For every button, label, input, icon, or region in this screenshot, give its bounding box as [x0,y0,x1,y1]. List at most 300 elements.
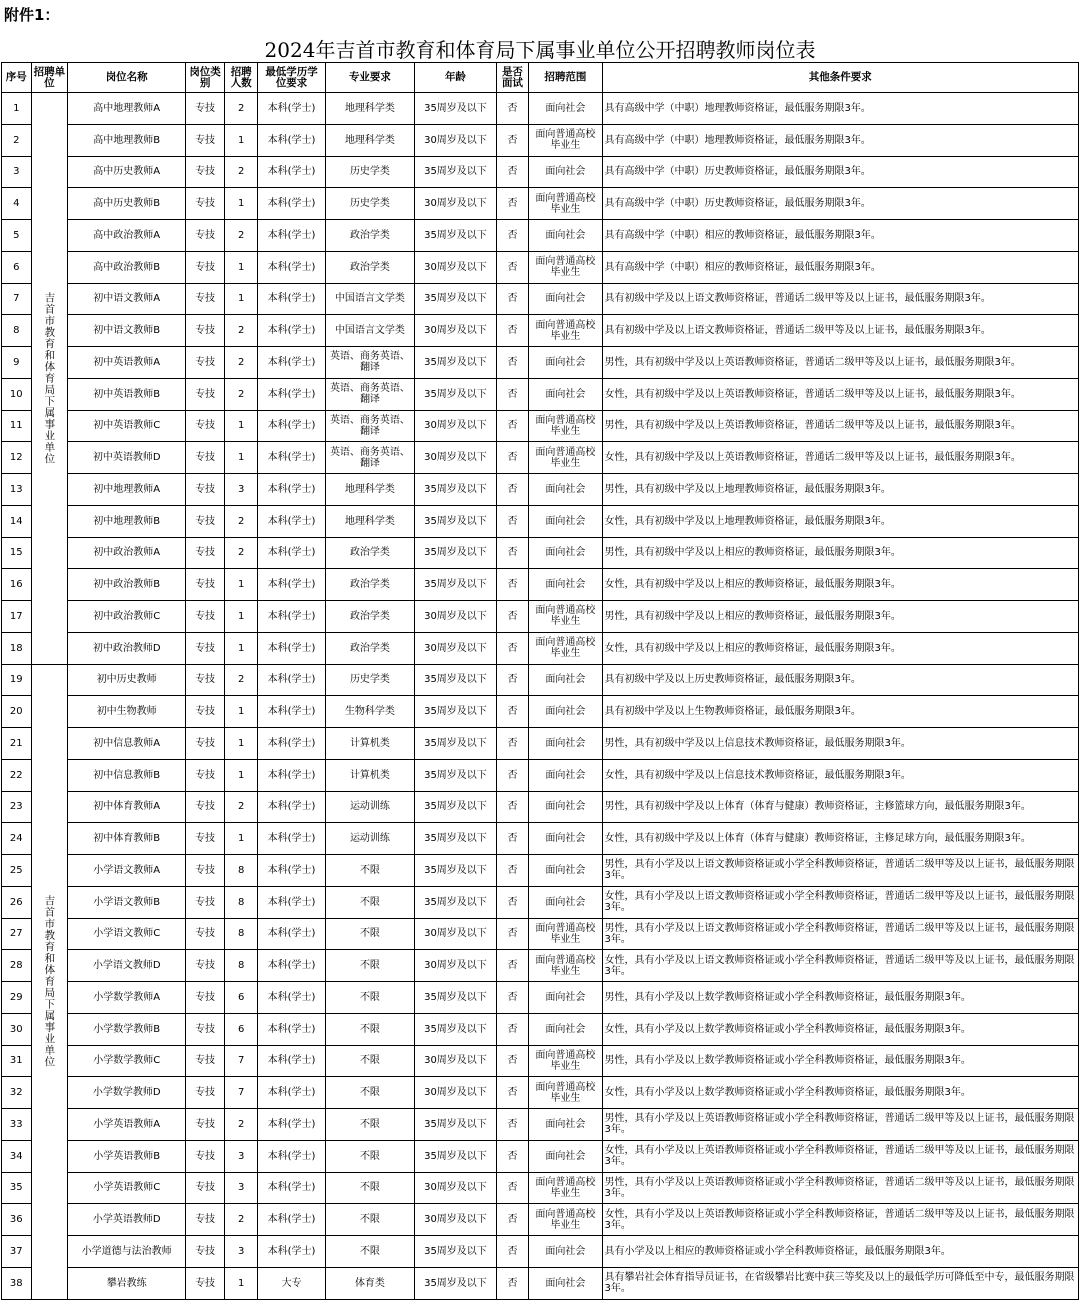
cell-count: 2 [224,315,258,347]
cell-major: 历史学类 [325,664,415,696]
cell-unit: 吉首市教育和体育局下属事业单位 [31,664,68,1299]
cell-other: 女性，具有初级中学及以上英语教师资格证，普通话二级甲等及以上证书，最低服务期限3年。 [602,378,1079,410]
cell-count: 6 [224,1013,258,1045]
cell-count: 1 [224,601,258,633]
table-row [2,569,1079,601]
cell-major: 中国语言文学类 [325,283,415,315]
cell-category: 专技 [186,632,225,664]
cell-count: 3 [224,1172,258,1204]
cell-position: 初中英语教师B [68,378,186,410]
cell-scope: 面向普通高校毕业生 [529,601,602,633]
cell-education: 本科(学士) [258,1045,325,1077]
cell-position: 初中体育教师A [68,791,186,823]
header-unit: 招聘单位 [31,63,68,93]
cell-category: 专技 [186,950,225,982]
cell-other: 男性，具有初级中学及以上相应的教师资格证，最低服务期限3年。 [602,537,1079,569]
cell-scope: 面向社会 [529,505,602,537]
cell-education: 本科(学士) [258,378,325,410]
cell-category: 专技 [186,664,225,696]
table-row [2,537,1079,569]
cell-position: 初中历史教师 [68,664,186,696]
table-row [2,664,1079,696]
cell-other: 具有攀岩社会体育指导员证书，在省级攀岩比赛中获三等奖及以上的最低学历可降低至中专，最低服务期限3年。 [602,1267,1079,1299]
cell-count: 1 [224,759,258,791]
cell-seq: 19 [2,664,32,696]
attachment-label: 附件1： [4,6,60,24]
cell-count: 8 [224,855,258,887]
cell-interview: 否 [496,855,529,887]
cell-seq: 4 [2,188,32,220]
cell-seq: 5 [2,220,32,252]
cell-interview: 否 [496,188,529,220]
cell-education: 本科(学士) [258,537,325,569]
cell-major: 不限 [325,1236,415,1268]
cell-scope: 面向普通高校毕业生 [529,315,602,347]
cell-count: 8 [224,950,258,982]
table-row [2,1172,1079,1204]
cell-education: 本科(学士) [258,410,325,442]
cell-scope: 面向社会 [529,283,602,315]
cell-position: 小学英语教师A [68,1109,186,1141]
cell-age: 35周岁及以下 [415,855,496,887]
cell-seq: 15 [2,537,32,569]
cell-major: 英语、商务英语、翻译 [325,442,415,474]
cell-major: 不限 [325,1172,415,1204]
cell-age: 30周岁及以下 [415,601,496,633]
table-row [2,728,1079,760]
cell-category: 专技 [186,1204,225,1236]
cell-education: 本科(学士) [258,759,325,791]
cell-other: 女性，具有小学及以上英语教师资格证或小学全科教师资格证，普通话二级甲等及以上证书，最低服务期限3年。 [602,1204,1079,1236]
cell-category: 专技 [186,315,225,347]
cell-interview: 否 [496,696,529,728]
cell-other: 具有高级中学（中职）历史教师资格证，最低服务期限3年。 [602,156,1079,188]
cell-category: 专技 [186,474,225,506]
cell-education: 本科(学士) [258,1013,325,1045]
cell-count: 1 [224,569,258,601]
cell-scope: 面向社会 [529,1013,602,1045]
cell-interview: 否 [496,410,529,442]
cell-position: 高中政治教师B [68,251,186,283]
cell-interview: 否 [496,1077,529,1109]
cell-major: 不限 [325,886,415,918]
cell-other: 男性，具有初级中学及以上体育（体育与健康）教师资格证，主修篮球方向，最低服务期限3年。 [602,791,1079,823]
cell-position: 初中语文教师A [68,283,186,315]
cell-age: 35周岁及以下 [415,505,496,537]
cell-position: 小学数学教师A [68,982,186,1014]
cell-position: 初中语文教师B [68,315,186,347]
cell-scope: 面向社会 [529,537,602,569]
cell-seq: 6 [2,251,32,283]
cell-education: 本科(学士) [258,1236,325,1268]
cell-education: 本科(学士) [258,1077,325,1109]
cell-position: 小学数学教师B [68,1013,186,1045]
cell-other: 女性，具有初级中学及以上信息技术教师资格证，最低服务期限3年。 [602,759,1079,791]
cell-category: 专技 [186,855,225,887]
cell-major: 政治学类 [325,251,415,283]
cell-count: 1 [224,124,258,156]
cell-scope: 面向普通高校毕业生 [529,1172,602,1204]
cell-scope: 面向社会 [529,569,602,601]
table-row [2,410,1079,442]
cell-scope: 面向普通高校毕业生 [529,124,602,156]
cell-count: 1 [224,632,258,664]
cell-age: 35周岁及以下 [415,1140,496,1172]
table-row [2,1236,1079,1268]
cell-interview: 否 [496,1109,529,1141]
cell-category: 专技 [186,1077,225,1109]
cell-count: 1 [224,1267,258,1299]
cell-education: 本科(学士) [258,982,325,1014]
cell-scope: 面向社会 [529,474,602,506]
cell-other: 男性，具有小学及以上英语教师资格证或小学全科教师资格证，普通话二级甲等及以上证书，最低服务期限3年。 [602,1172,1079,1204]
cell-major: 不限 [325,855,415,887]
cell-scope: 面向社会 [529,791,602,823]
cell-interview: 否 [496,982,529,1014]
cell-major: 中国语言文学类 [325,315,415,347]
cell-position: 小学数学教师C [68,1045,186,1077]
cell-position: 初中英语教师C [68,410,186,442]
cell-category: 专技 [186,918,225,950]
cell-count: 8 [224,918,258,950]
cell-count: 2 [224,347,258,379]
cell-seq: 9 [2,347,32,379]
cell-age: 35周岁及以下 [415,1109,496,1141]
cell-other: 女性，具有小学及以上英语教师资格证或小学全科教师资格证，普通话二级甲等及以上证书，最低服务期限3年。 [602,1140,1079,1172]
cell-age: 30周岁及以下 [415,442,496,474]
cell-major: 不限 [325,1077,415,1109]
cell-interview: 否 [496,886,529,918]
cell-interview: 否 [496,537,529,569]
header-row [2,63,1079,93]
cell-education: 本科(学士) [258,918,325,950]
cell-major: 地理科学类 [325,474,415,506]
cell-major: 政治学类 [325,601,415,633]
cell-education: 本科(学士) [258,315,325,347]
cell-other: 具有小学及以上相应的教师资格证或小学全科教师资格证，最低服务期限3年。 [602,1236,1079,1268]
cell-count: 1 [224,188,258,220]
cell-education: 本科(学士) [258,1204,325,1236]
cell-interview: 否 [496,378,529,410]
cell-scope: 面向社会 [529,1236,602,1268]
cell-category: 专技 [186,220,225,252]
cell-interview: 否 [496,1267,529,1299]
cell-age: 35周岁及以下 [415,1267,496,1299]
cell-count: 2 [224,93,258,125]
cell-seq: 16 [2,569,32,601]
cell-category: 专技 [186,188,225,220]
cell-other: 具有初级中学及以上生物教师资格证，最低服务期限3年。 [602,696,1079,728]
cell-scope: 面向社会 [529,664,602,696]
cell-other: 具有高级中学（中职）历史教师资格证，最低服务期限3年。 [602,188,1079,220]
table-row [2,632,1079,664]
cell-education: 本科(学士) [258,505,325,537]
cell-interview: 否 [496,1045,529,1077]
cell-education: 本科(学士) [258,696,325,728]
cell-interview: 否 [496,664,529,696]
cell-scope: 面向普通高校毕业生 [529,950,602,982]
cell-other: 具有高级中学（中职）相应的教师资格证，最低服务期限3年。 [602,220,1079,252]
cell-count: 2 [224,537,258,569]
cell-scope: 面向普通高校毕业生 [529,1077,602,1109]
cell-other: 具有高级中学（中职）相应的教师资格证，最低服务期限3年。 [602,251,1079,283]
cell-position: 高中历史教师A [68,156,186,188]
cell-unit: 吉首市教育和体育局下属事业单位 [31,93,68,665]
cell-count: 3 [224,1236,258,1268]
table-row [2,93,1079,125]
cell-count: 8 [224,886,258,918]
cell-seq: 38 [2,1267,32,1299]
cell-age: 35周岁及以下 [415,283,496,315]
cell-seq: 33 [2,1109,32,1141]
cell-count: 1 [224,696,258,728]
cell-major: 不限 [325,1140,415,1172]
cell-seq: 14 [2,505,32,537]
cell-interview: 否 [496,918,529,950]
cell-category: 专技 [186,696,225,728]
table-row [2,1109,1079,1141]
cell-seq: 2 [2,124,32,156]
cell-interview: 否 [496,791,529,823]
cell-major: 生物科学类 [325,696,415,728]
cell-count: 2 [224,1109,258,1141]
table-row [2,156,1079,188]
cell-seq: 27 [2,918,32,950]
cell-count: 1 [224,823,258,855]
table-row [2,696,1079,728]
cell-interview: 否 [496,1140,529,1172]
cell-position: 初中信息教师A [68,728,186,760]
cell-category: 专技 [186,982,225,1014]
cell-position: 小学英语教师C [68,1172,186,1204]
cell-major: 不限 [325,950,415,982]
cell-age: 35周岁及以下 [415,886,496,918]
table-row [2,124,1079,156]
cell-count: 7 [224,1045,258,1077]
cell-category: 专技 [186,1013,225,1045]
cell-category: 专技 [186,537,225,569]
table-row [2,220,1079,252]
header-interview: 是否面试 [496,63,529,93]
cell-position: 高中历史教师B [68,188,186,220]
cell-count: 6 [224,982,258,1014]
cell-position: 初中政治教师A [68,537,186,569]
cell-education: 本科(学士) [258,347,325,379]
cell-other: 男性，具有小学及以上英语教师资格证或小学全科教师资格证，普通话二级甲等及以上证书，最低服务期限3年。 [602,1109,1079,1141]
cell-other: 具有高级中学（中职）地理教师资格证，最低服务期限3年。 [602,124,1079,156]
cell-position: 初中政治教师B [68,569,186,601]
cell-age: 35周岁及以下 [415,474,496,506]
cell-scope: 面向普通高校毕业生 [529,188,602,220]
table-row [2,982,1079,1014]
cell-scope: 面向社会 [529,855,602,887]
cell-seq: 35 [2,1172,32,1204]
header-category: 岗位类别 [186,63,225,93]
cell-interview: 否 [496,759,529,791]
cell-age: 30周岁及以下 [415,1204,496,1236]
cell-interview: 否 [496,601,529,633]
cell-scope: 面向社会 [529,220,602,252]
table-row [2,1045,1079,1077]
cell-major: 体育类 [325,1267,415,1299]
cell-seq: 11 [2,410,32,442]
cell-position: 初中政治教师D [68,632,186,664]
cell-education: 本科(学士) [258,569,325,601]
cell-scope: 面向社会 [529,759,602,791]
cell-age: 35周岁及以下 [415,378,496,410]
cell-major: 英语、商务英语、翻译 [325,378,415,410]
cell-education: 本科(学士) [258,124,325,156]
cell-seq: 34 [2,1140,32,1172]
cell-interview: 否 [496,1172,529,1204]
cell-education: 本科(学士) [258,251,325,283]
cell-position: 初中体育教师B [68,823,186,855]
cell-count: 3 [224,474,258,506]
cell-scope: 面向社会 [529,1267,602,1299]
cell-scope: 面向社会 [529,156,602,188]
cell-other: 女性，具有小学及以上语文教师资格证或小学全科教师资格证，普通话二级甲等及以上证书，最低服务期限3年。 [602,950,1079,982]
cell-interview: 否 [496,1204,529,1236]
cell-age: 35周岁及以下 [415,93,496,125]
cell-interview: 否 [496,156,529,188]
positions-table [1,62,1079,1300]
cell-position: 小学英语教师D [68,1204,186,1236]
cell-age: 35周岁及以下 [415,347,496,379]
cell-position: 初中英语教师A [68,347,186,379]
cell-interview: 否 [496,823,529,855]
cell-major: 不限 [325,1109,415,1141]
cell-education: 本科(学士) [258,823,325,855]
table-row [2,378,1079,410]
cell-count: 7 [224,1077,258,1109]
cell-age: 35周岁及以下 [415,569,496,601]
cell-category: 专技 [186,1109,225,1141]
cell-age: 35周岁及以下 [415,664,496,696]
cell-major: 历史学类 [325,188,415,220]
cell-scope: 面向普通高校毕业生 [529,632,602,664]
cell-education: 本科(学士) [258,632,325,664]
cell-category: 专技 [186,728,225,760]
cell-education: 本科(学士) [258,886,325,918]
cell-other: 女性，具有初级中学及以上相应的教师资格证，最低服务期限3年。 [602,569,1079,601]
cell-count: 2 [224,1204,258,1236]
table-row [2,188,1079,220]
cell-education: 本科(学士) [258,283,325,315]
cell-count: 2 [224,378,258,410]
cell-age: 35周岁及以下 [415,696,496,728]
cell-seq: 32 [2,1077,32,1109]
cell-age: 35周岁及以下 [415,728,496,760]
cell-major: 地理科学类 [325,124,415,156]
cell-category: 专技 [186,283,225,315]
cell-interview: 否 [496,505,529,537]
cell-count: 2 [224,220,258,252]
cell-seq: 21 [2,728,32,760]
cell-interview: 否 [496,442,529,474]
cell-scope: 面向社会 [529,93,602,125]
cell-interview: 否 [496,474,529,506]
cell-other: 女性，具有初级中学及以上体育（体育与健康）教师资格证，主修足球方向，最低服务期限3年。 [602,823,1079,855]
table-row [2,1204,1079,1236]
cell-major: 政治学类 [325,537,415,569]
cell-scope: 面向社会 [529,1109,602,1141]
cell-position: 小学语文教师D [68,950,186,982]
cell-major: 不限 [325,918,415,950]
cell-education: 本科(学士) [258,442,325,474]
cell-education: 本科(学士) [258,728,325,760]
page-title: 2024年吉首市教育和体育局下属事业单位公开招聘教师岗位表 [264,38,816,62]
cell-category: 专技 [186,1267,225,1299]
table-row [2,950,1079,982]
cell-count: 2 [224,156,258,188]
cell-education: 本科(学士) [258,664,325,696]
cell-other: 男性，具有小学及以上数学教师资格证或小学全科教师资格证，最低服务期限3年。 [602,982,1079,1014]
cell-education: 本科(学士) [258,93,325,125]
cell-seq: 13 [2,474,32,506]
cell-major: 地理科学类 [325,93,415,125]
cell-major: 运动训练 [325,791,415,823]
cell-age: 30周岁及以下 [415,632,496,664]
cell-scope: 面向社会 [529,347,602,379]
cell-other: 男性，具有初级中学及以上英语教师资格证，普通话二级甲等及以上证书，最低服务期限3年。 [602,347,1079,379]
cell-other: 男性，具有初级中学及以上相应的教师资格证，最低服务期限3年。 [602,601,1079,633]
cell-major: 历史学类 [325,156,415,188]
table-row [2,855,1079,887]
cell-seq: 37 [2,1236,32,1268]
cell-category: 专技 [186,124,225,156]
cell-seq: 31 [2,1045,32,1077]
cell-scope: 面向社会 [529,886,602,918]
cell-scope: 面向普通高校毕业生 [529,410,602,442]
cell-category: 专技 [186,569,225,601]
cell-count: 1 [224,728,258,760]
cell-seq: 28 [2,950,32,982]
cell-scope: 面向社会 [529,823,602,855]
table-row [2,1013,1079,1045]
cell-age: 35周岁及以下 [415,537,496,569]
cell-age: 30周岁及以下 [415,1045,496,1077]
table-row [2,315,1079,347]
cell-major: 运动训练 [325,823,415,855]
cell-age: 35周岁及以下 [415,156,496,188]
cell-other: 男性，具有小学及以上语文教师资格证或小学全科教师资格证，普通话二级甲等及以上证书，最低服务期限3年。 [602,918,1079,950]
cell-major: 政治学类 [325,569,415,601]
cell-count: 1 [224,251,258,283]
table-row [2,1077,1079,1109]
cell-age: 30周岁及以下 [415,1172,496,1204]
cell-seq: 23 [2,791,32,823]
cell-seq: 1 [2,93,32,125]
cell-scope: 面向普通高校毕业生 [529,1045,602,1077]
cell-category: 专技 [186,759,225,791]
cell-other: 具有初级中学及以上语文教师资格证，普通话二级甲等及以上证书，最低服务期限3年。 [602,315,1079,347]
cell-major: 政治学类 [325,632,415,664]
cell-education: 大专 [258,1267,325,1299]
cell-position: 小学道德与法治教师 [68,1236,186,1268]
cell-other: 具有高级中学（中职）地理教师资格证，最低服务期限3年。 [602,93,1079,125]
cell-seq: 12 [2,442,32,474]
header-scope: 招聘范围 [529,63,602,93]
cell-age: 30周岁及以下 [415,315,496,347]
cell-scope: 面向普通高校毕业生 [529,918,602,950]
cell-other: 男性，具有初级中学及以上地理教师资格证，最低服务期限3年。 [602,474,1079,506]
cell-category: 专技 [186,347,225,379]
cell-category: 专技 [186,93,225,125]
cell-position: 小学英语教师B [68,1140,186,1172]
cell-other: 男性，具有初级中学及以上英语教师资格证，普通话二级甲等及以上证书，最低服务期限3年。 [602,410,1079,442]
cell-seq: 3 [2,156,32,188]
cell-seq: 29 [2,982,32,1014]
